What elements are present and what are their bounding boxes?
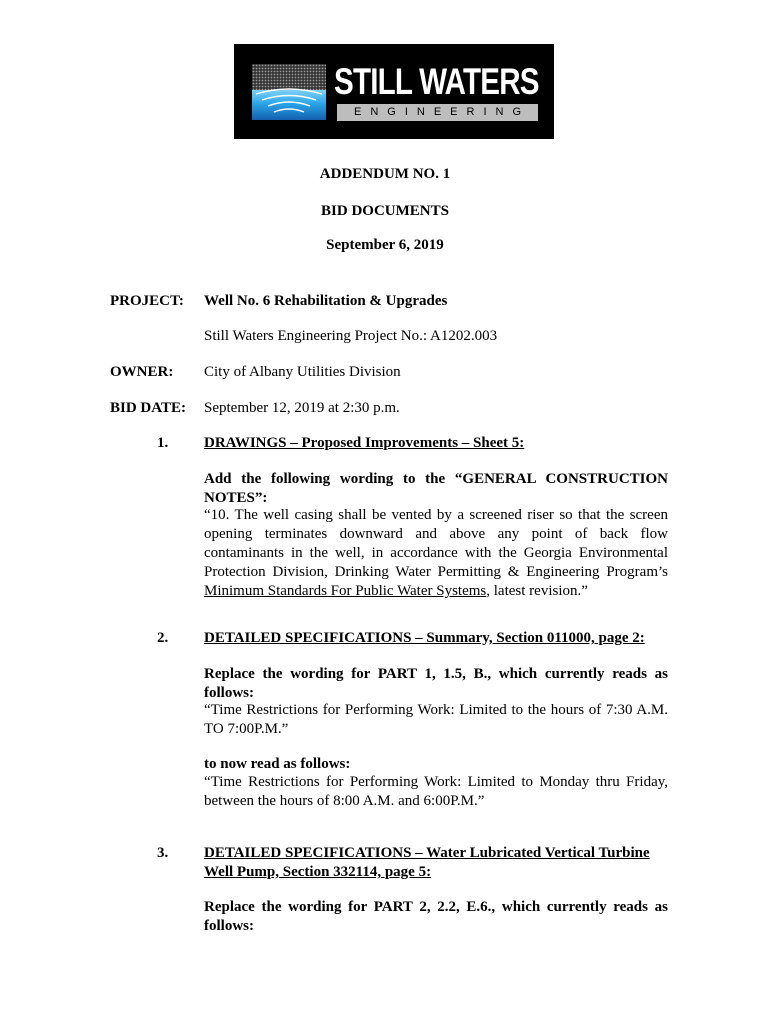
current-wording: “Time Restrictions for Performing Work: Limited to the hours of 7:30 A.M. TO 7:00P.M.”: [204, 702, 668, 737]
item-instruction: [204, 898, 668, 936]
item-instruction: [204, 665, 668, 703]
instruction-text: Replace the wording for PART 1, 1.5, B., which currently reads as follows:: [204, 666, 668, 701]
project-label: PROJECT:: [110, 293, 184, 309]
document-date: September 6, 2019: [326, 237, 444, 253]
item-heading: DETAILED SPECIFICATIONS – Water Lubricated Vertical Turbine Well Pump, Section 332114, page 5:: [204, 845, 650, 880]
item-number: 2.: [157, 630, 169, 646]
item-heading: DRAWINGS – Proposed Improvements – Sheet 5:: [204, 435, 525, 451]
item-instruction: [204, 470, 668, 508]
addendum-title: ADDENDUM NO. 1: [319, 166, 451, 182]
bid-date-label: BID DATE:: [110, 400, 186, 416]
item-body: [204, 506, 668, 601]
instruction-text: Add the following wording to the “GENERAL CONSTRUCTION NOTES”:: [204, 471, 668, 506]
new-wording-label: to now read as follows:: [204, 756, 351, 772]
logo-subtitle: ENGINEERING: [337, 104, 538, 121]
water-waves-icon: [252, 64, 326, 120]
instruction-text: Replace the wording for PART 2, 2.2, E.6., which currently reads as follows:: [204, 899, 668, 934]
owner-label: OWNER:: [110, 364, 174, 380]
owner-value: City of Albany Utilities Division: [204, 364, 401, 380]
new-wording: “Time Restrictions for Performing Work: Limited to Monday thru Friday, between the hours of 8:00 A.M. and 6:00P.M.”: [204, 774, 668, 809]
project-value: Well No. 6 Rehabilitation & Upgrades: [204, 293, 448, 309]
bid-documents-title: BID DOCUMENTS: [321, 203, 449, 219]
logo-brand-text: STILL WATERS: [334, 61, 539, 102]
item-number: 3.: [157, 845, 169, 861]
project-number: Still Waters Engineering Project No.: A1202.003: [204, 328, 498, 344]
item-heading: DETAILED SPECIFICATIONS – Summary, Section 011000, page 2:: [204, 630, 645, 646]
standards-reference: Minimum Standards For Public Water Systems: [204, 583, 487, 599]
company-logo: [234, 44, 554, 139]
body-text: “10. The well casing shall be vented by a screened riser so that the screen opening terminates downward and above any point of back flow contaminants in the well, in accordance with the Georgia Environmental Protection Division, Drinking Water Permitting & Engineering Program’s: [204, 507, 668, 580]
body-text-end: , latest revision.”: [486, 583, 588, 599]
item-number: 1.: [157, 435, 169, 451]
bid-date-value: September 12, 2019 at 2:30 p.m.: [204, 400, 400, 416]
